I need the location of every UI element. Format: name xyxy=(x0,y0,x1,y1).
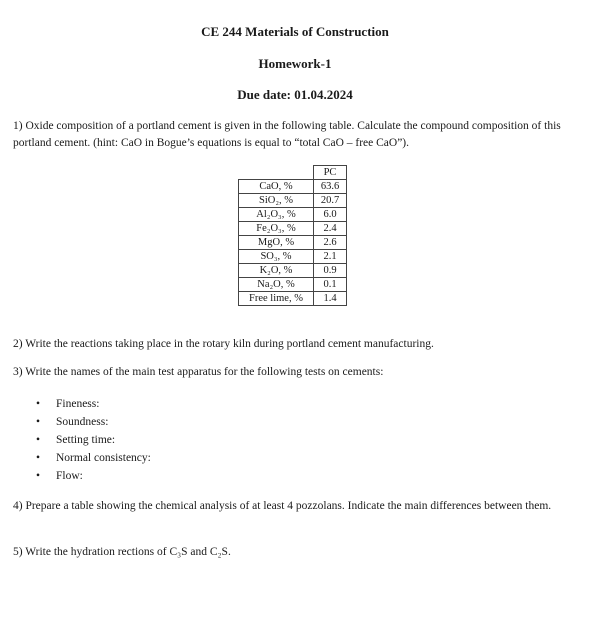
test-list xyxy=(36,395,151,485)
table-corner xyxy=(239,166,314,180)
oxide-value: 2.1 xyxy=(314,250,347,264)
oxide-label: Fe₂O₃, % xyxy=(239,222,314,236)
table-header-row xyxy=(239,166,347,180)
oxide-label: SiO₂, % xyxy=(239,194,314,208)
oxide-value: 1.4 xyxy=(314,292,347,306)
oxide-label: MgO, % xyxy=(239,236,314,250)
bullet-icon: • xyxy=(36,398,41,410)
list-item xyxy=(36,413,151,431)
oxide-composition-table xyxy=(238,165,347,306)
question-3: 3) Write the names of the main test apparatus for the following tests on cements: xyxy=(13,366,384,378)
table-row xyxy=(239,194,347,208)
oxide-value: 20.7 xyxy=(314,194,347,208)
test-label: Normal consistency: xyxy=(56,452,151,464)
assignment-title: Homework-1 xyxy=(258,56,332,71)
test-label: Setting time: xyxy=(56,434,116,446)
test-label: Fineness: xyxy=(56,398,100,410)
table-row xyxy=(239,180,347,194)
oxide-label: SO₃, % xyxy=(239,250,314,264)
bullet-icon: • xyxy=(36,416,41,428)
oxide-value: 2.6 xyxy=(314,236,347,250)
table-row xyxy=(239,208,347,222)
course-title: CE 244 Materials of Construction xyxy=(201,24,389,39)
oxide-value: 2.4 xyxy=(314,222,347,236)
oxide-label: Na₂O, % xyxy=(239,278,314,292)
due-date: Due date: 01.04.2024 xyxy=(237,87,353,102)
test-label: Flow: xyxy=(56,470,83,482)
question-1: 1) Oxide composition of a portland cement is given in the following table. Calculate the compound composition of this portland cement. (hint: CaO in Bogue’s equations is equal to “total CaO – free CaO”). xyxy=(13,120,561,149)
question-4: 4) Prepare a table showing the chemical analysis of at least 4 pozzolans. Indicate the main differences between them. xyxy=(13,500,552,512)
oxide-value: 0.9 xyxy=(314,264,347,278)
table-row xyxy=(239,292,347,306)
oxide-label: Al₂O₃, % xyxy=(239,208,314,222)
question-2: 2) Write the reactions taking place in the rotary kiln during portland cement manufacturing. xyxy=(13,338,434,350)
bullet-icon: • xyxy=(36,452,41,464)
bullet-icon: • xyxy=(36,434,41,446)
list-item xyxy=(36,395,151,413)
question-5: 5) Write the hydration rections of C₃S and C₂S. xyxy=(13,546,231,558)
table-row xyxy=(239,236,347,250)
oxide-label: Free lime, % xyxy=(239,292,314,306)
bullet-icon: • xyxy=(36,470,41,482)
list-item xyxy=(36,431,151,449)
table-row xyxy=(239,278,347,292)
oxide-value: 0.1 xyxy=(314,278,347,292)
oxide-label: CaO, % xyxy=(239,180,314,194)
column-header-pc: PC xyxy=(314,166,347,180)
oxide-value: 6.0 xyxy=(314,208,347,222)
table-row xyxy=(239,250,347,264)
list-item xyxy=(36,449,151,467)
table-row xyxy=(239,222,347,236)
list-item xyxy=(36,467,151,485)
oxide-value: 63.6 xyxy=(314,180,347,194)
oxide-label: K₂O, % xyxy=(239,264,314,278)
test-label: Soundness: xyxy=(56,416,109,428)
table-row xyxy=(239,264,347,278)
